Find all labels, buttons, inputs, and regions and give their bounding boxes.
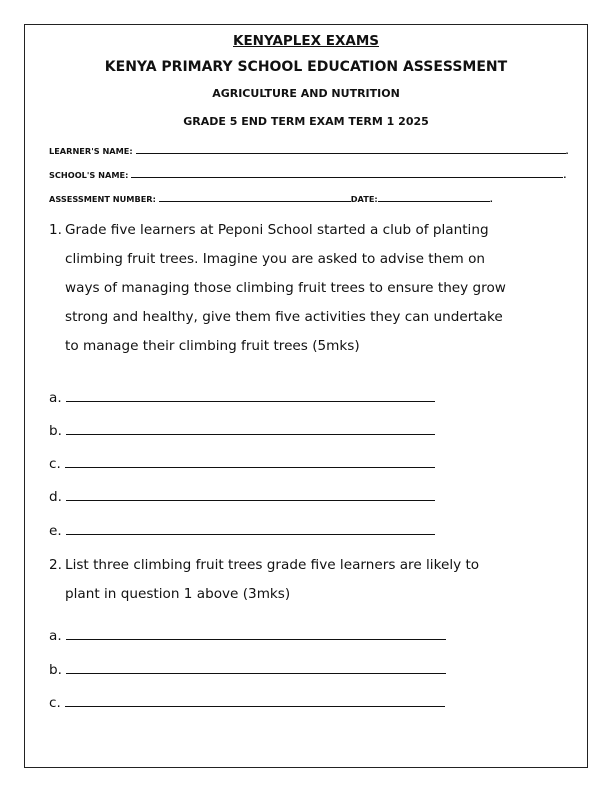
answer-letter: d. [49, 489, 62, 505]
q2-answer-c [49, 694, 445, 711]
question-1-line: strong and healthy, give them five activities they can undertake [65, 309, 503, 325]
answer-line[interactable] [66, 422, 435, 435]
school-name-terminator: . [563, 170, 567, 180]
learner-name-terminator: . [565, 146, 569, 156]
learner-name-field[interactable] [136, 144, 566, 154]
exam-page [24, 24, 588, 768]
exam-brand: KENYAPLEX EXAMS [233, 33, 379, 49]
q1-answer-b [49, 422, 435, 439]
learner-name-label: LEARNER'S NAME: [49, 146, 133, 156]
answer-letter: b. [49, 423, 62, 439]
answer-letter: a. [49, 628, 62, 644]
answer-line[interactable] [66, 389, 435, 402]
answer-letter: a. [49, 390, 62, 406]
school-name-field[interactable] [131, 168, 563, 178]
question-1-line: climbing fruit trees. Imagine you are asked to advise them on [65, 251, 486, 267]
question-2 [49, 551, 569, 609]
subject-title: AGRICULTURE AND NUTRITION [212, 87, 400, 100]
assessment-number-row [49, 192, 493, 204]
answer-letter: b. [49, 662, 62, 678]
date-label: DATE: [350, 194, 378, 204]
question-2-number: 2. [49, 557, 62, 573]
answer-letter: c. [49, 456, 61, 472]
answer-line[interactable] [65, 455, 435, 468]
question-1-number: 1. [49, 222, 62, 238]
school-name-row [49, 168, 566, 180]
q1-answer-d [49, 488, 435, 505]
answer-line[interactable] [66, 488, 435, 501]
question-2-line: plant in question 1 above (3mks) [65, 586, 291, 602]
date-terminator: . [489, 194, 493, 204]
exam-name: GRADE 5 END TERM EXAM TERM 1 2025 [183, 115, 429, 128]
school-name-label: SCHOOL'S NAME: [49, 170, 129, 180]
date-field[interactable] [378, 192, 490, 202]
answer-line[interactable] [65, 694, 445, 707]
question-1-line: ways of managing those climbing fruit trees to ensure they grow [65, 280, 506, 296]
assessment-title: KENYA PRIMARY SCHOOL EDUCATION ASSESSMENT [104, 59, 508, 75]
q2-answer-b [49, 661, 446, 678]
assessment-number-field[interactable] [159, 192, 351, 202]
answer-letter: c. [49, 695, 61, 711]
assessment-number-label: ASSESSMENT NUMBER: [49, 194, 156, 204]
learner-name-row [49, 144, 569, 156]
question-1 [49, 216, 569, 361]
q2-answer-a [49, 627, 446, 644]
question-1-line: Grade five learners at Peponi School started a club of planting [65, 222, 489, 238]
q1-answer-e [49, 522, 435, 539]
q1-answer-c [49, 455, 435, 472]
question-1-line: to manage their climbing fruit trees (5mks) [65, 338, 360, 354]
answer-line[interactable] [66, 661, 446, 674]
answer-line[interactable] [66, 522, 435, 535]
answer-letter: e. [49, 523, 62, 539]
answer-line[interactable] [66, 627, 446, 640]
question-2-line: List three climbing fruit trees grade five learners are likely to [65, 557, 480, 573]
q1-answer-a [49, 389, 435, 406]
